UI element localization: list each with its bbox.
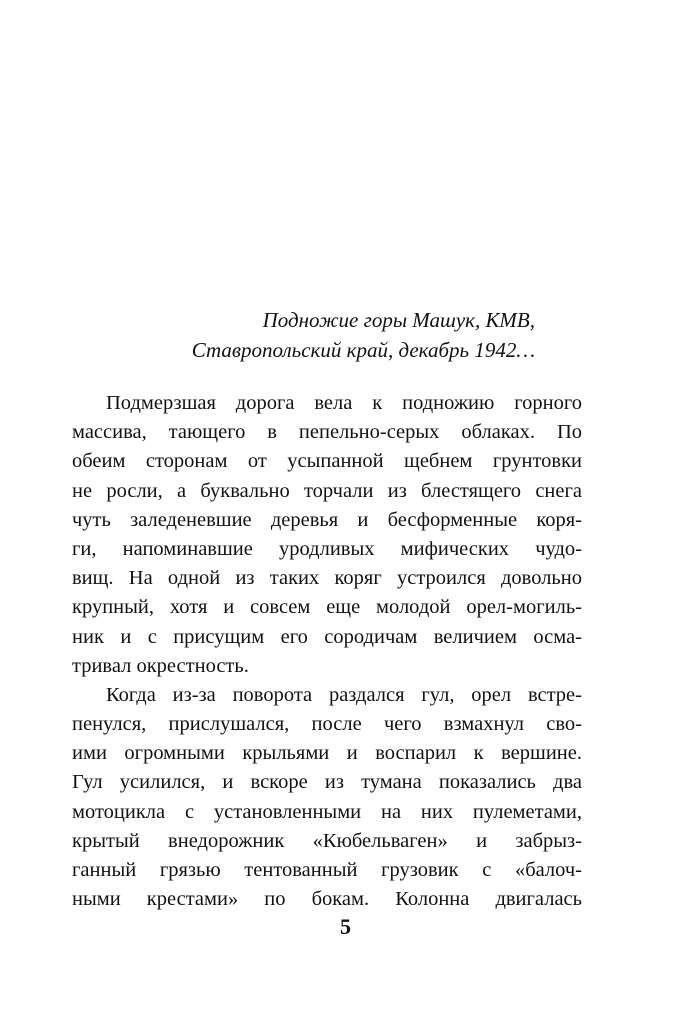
text-line: Подмерзшая дорога вела к подножию горного — [106, 392, 582, 414]
text-line: крупный, хотя и совсем еще молодой орел-могиль- — [72, 596, 582, 619]
epigraph — [0, 305, 535, 365]
text-line: ник и с присущим его сородичам величием осма- — [72, 625, 582, 648]
text-line: пенулся, прислушался, после чего взмахнул сво- — [72, 713, 582, 736]
text-line: вищ. На одной из таких коряг устроился довольно — [72, 567, 582, 590]
epigraph-line-location: Подножие горы Машук, КМВ, — [262, 308, 535, 332]
text-line: мотоцикла с установленными на них пулеметами, — [72, 800, 582, 823]
epigraph-line-date: Ставропольский край, декабрь 1942… — [191, 338, 535, 362]
text-line: ими огромными крыльями и воспарил к вершине. — [72, 742, 582, 765]
page-number: 5 — [340, 914, 351, 939]
text-line: ги, напоминавшие уродливых мифических чудо- — [72, 537, 582, 560]
body-text — [72, 389, 582, 914]
text-line: массива, тающего в пепельно-серых облаках. По — [72, 421, 582, 444]
text-line: ными крестами» по бокам. Колонна двигалась — [72, 888, 582, 911]
text-line: обеим сторонам от усыпанной щебнем грунтовки — [72, 450, 582, 473]
text-line: Гул усилился, и вскоре из тумана показались два — [72, 771, 582, 794]
text-line: тривал окрестность. — [72, 654, 249, 677]
text-line: ганный грязью тентованный грузовик с «балоч- — [72, 859, 582, 881]
text-line: чуть заледеневшие деревья и бесформенные коря- — [72, 508, 582, 531]
text-line: крытый внедорожник «Кюбельваген» и забрыз- — [72, 829, 582, 852]
text-line: Когда из-за поворота раздался гул, орел встре- — [106, 683, 582, 706]
text-line: не росли, а буквально торчали из блестящего снега — [72, 479, 582, 502]
